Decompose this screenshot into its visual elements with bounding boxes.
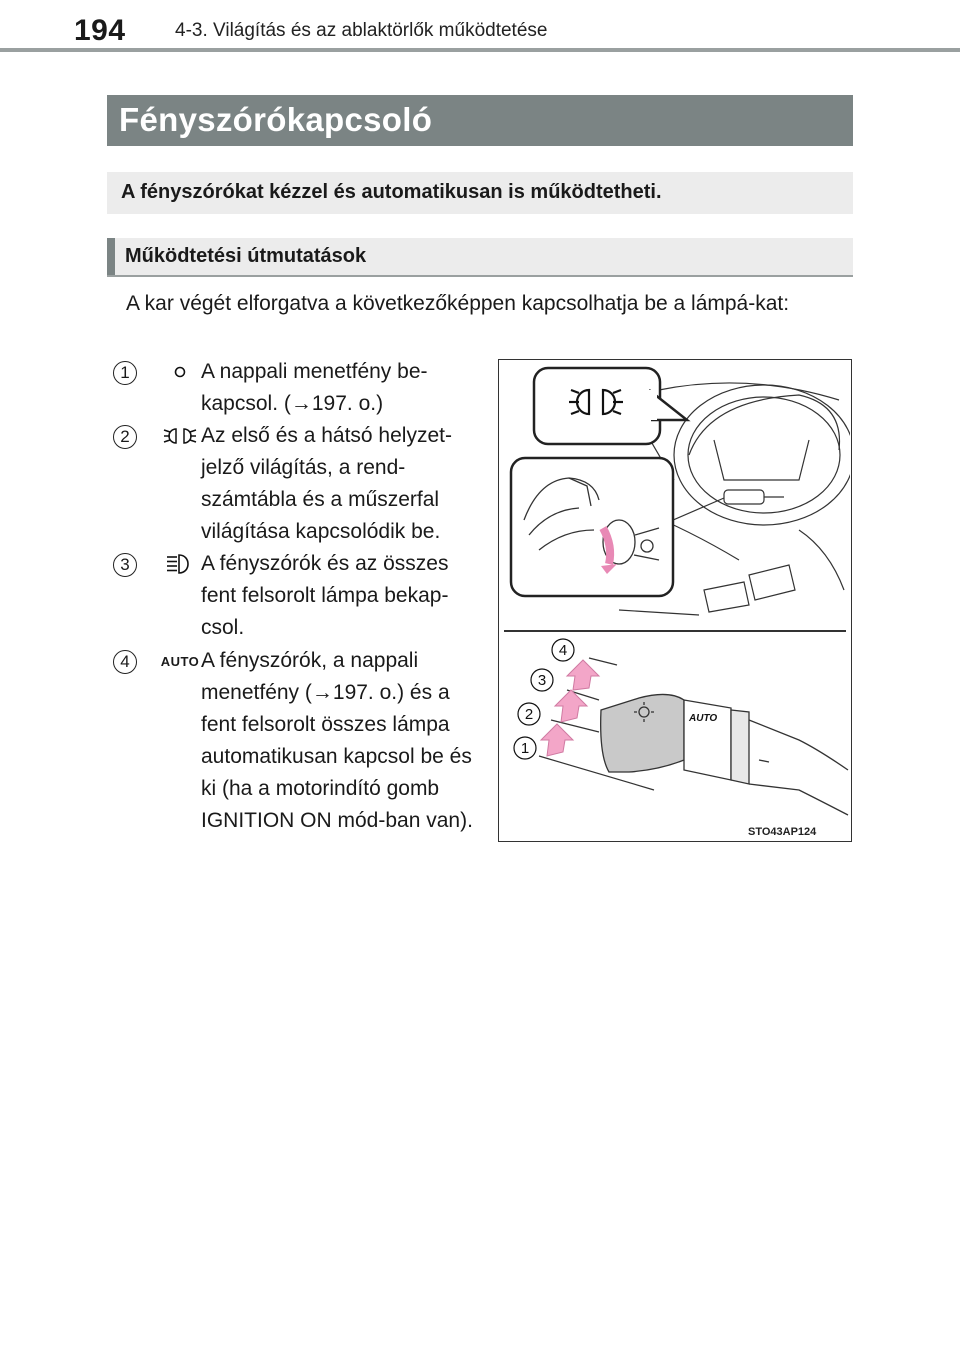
headlight-icon: [157, 550, 203, 578]
figure-divider: [504, 630, 846, 632]
intro-box: [107, 172, 853, 214]
item-text: A fényszórók és az összes fent felsorolt lámpa bekap-csol.: [201, 552, 449, 639]
figure-illustration: [499, 360, 850, 840]
item-text: Az első és a hátsó helyzet-jelző világítás, a rend-számtábla és a műszerfal világítása kapcsolódik be.: [201, 424, 452, 543]
item-number: 4: [113, 650, 137, 674]
page-number: 194: [74, 14, 126, 47]
figure-frame: [498, 359, 852, 842]
section-title: Fényszórókapcsoló: [119, 101, 433, 138]
small-circle-icon: [157, 358, 203, 386]
callout-2: 2: [524, 706, 534, 723]
headlight-callout: [534, 368, 687, 444]
instruction-paragraph: A kar végét elforgatva a következőképpen kapcsolhatja be a lámpá-kat:: [126, 292, 790, 315]
chapter-title: 4-3. Világítás és az ablaktörlők működtetése: [175, 20, 548, 41]
callout-4: 4: [558, 642, 568, 659]
intro-text: A fényszórókat kézzel és automatikusan is működtetheti.: [121, 181, 662, 203]
subheading-marker: [107, 238, 115, 275]
callout-1: 1: [520, 740, 530, 757]
figure-code: STO43AP124: [748, 826, 817, 838]
item-text: A nappali menetfény be-kapcsol. (→197. o.): [201, 360, 428, 415]
item-number: 1: [113, 361, 137, 385]
callout-3: 3: [537, 672, 547, 689]
parking-lights-icon: [157, 422, 203, 450]
header-rule: [0, 48, 960, 52]
auto-icon: [157, 647, 203, 675]
switch-auto-label: AUTO: [689, 713, 718, 724]
hand-zoom-inset: [511, 458, 673, 596]
item-text: A fényszórók, a nappali menetfény (→197. o.) és a fent felsorolt összes lámpa automatikusan kapcsol be és ki (ha a motorindító gomb IGNITION ON mód-ban van).: [201, 649, 473, 832]
auto-icon-label: AUTO: [160, 653, 200, 669]
subheading-bar: [107, 238, 853, 277]
subheading: Működtetési útmutatások: [125, 245, 367, 267]
item-number: 3: [113, 553, 137, 577]
item-number: 2: [113, 425, 137, 449]
section-title-bar: [107, 95, 853, 146]
